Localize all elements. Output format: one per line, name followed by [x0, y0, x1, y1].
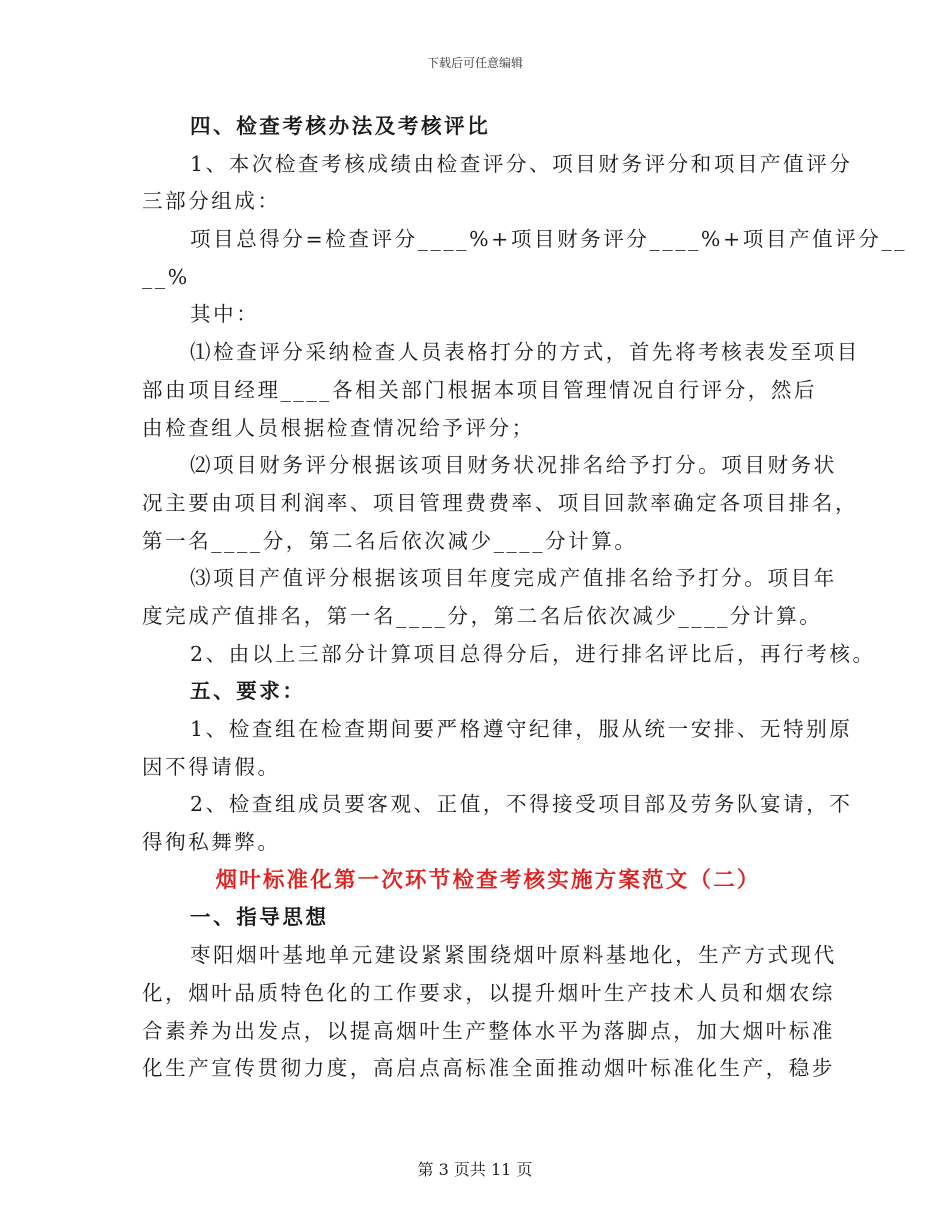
sub-item-3-line-2: 度完成产值排名，第一名____分，第二名后依次减少____分计算。 — [142, 603, 823, 628]
section-5-heading: 五、要求： — [190, 679, 306, 704]
section-5-item-2-line-1: 2、检查组成员要客观、正值，不得接受项目部及劳务队宴请，不 — [190, 792, 853, 817]
sub-item-2-line-3: 第一名____分，第二名后依次减少____分计算。 — [142, 528, 638, 553]
page-footer-number: 第 3 页共 11 页 — [417, 1160, 533, 1179]
section-5-item-1-line-2: 因不得请假。 — [142, 754, 281, 779]
section-5-item-2-line-2: 得徇私舞弊。 — [142, 830, 281, 855]
sub-item-1-line-2: 部由项目经理____各相关部门根据本项目管理情况自行评分，然后 — [142, 377, 818, 402]
score-formula-line-2: __% — [142, 264, 190, 289]
section-4-heading: 四、检查考核办法及考核评比 — [190, 114, 491, 138]
page-header-note: 下载后可任意编辑 — [426, 56, 523, 70]
section-4-item-2: 2、由以上三部分计算项目总得分后，进行排名评比后，再行考核。 — [190, 641, 876, 666]
document-2-title: 烟叶标准化第一次环节检查考核实施方案范文（二） — [215, 867, 761, 893]
document-body — [142, 108, 908, 1088]
among-label: 其中： — [190, 302, 260, 327]
sub-item-1-line-1: ⑴检查评分采纳检查人员表格打分的方式，首先将考核表发至项目 — [190, 340, 860, 365]
guiding-thought-heading: 一、指导思想 — [190, 905, 329, 930]
guiding-para-line-4: 化生产宣传贯彻力度，高启点高标准全面推动烟叶标准化生产，稳步 — [142, 1056, 835, 1081]
sub-item-1-line-3: 由检查组人员根据检查情况给予评分； — [142, 415, 535, 440]
score-formula-line-1: 项目总得分=检查评分____%+项目财务评分____%+项目产值评分__ — [190, 227, 908, 252]
sub-item-2-line-2: 况主要由项目利润率、项目管理费费率、项目回款率确定各项目排名， — [142, 490, 859, 515]
sub-item-2-line-1: ⑵项目财务评分根据该项目财务状况排名给予打分。项目财务状 — [190, 453, 837, 478]
sub-item-3-line-1: ⑶项目产值评分根据该项目年度完成产值排名给予打分。项目年 — [190, 566, 837, 591]
section-4-item-1-line-2: 三部分组成： — [142, 189, 281, 214]
section-5-item-1-line-1: 1、检查组在检查期间要严格遵守纪律，服从统一安排、无特别原 — [190, 717, 853, 741]
guiding-para-line-2: 化，烟叶品质特色化的工作要求，以提升烟叶生产技术人员和烟农综 — [142, 980, 835, 1005]
section-4-item-1-line-1: 1、本次检查考核成绩由检查评分、项目财务评分和项目产值评分 — [190, 151, 853, 176]
guiding-para-line-3: 合素养为出发点，以提高烟叶生产整体水平为落脚点，加大烟叶标准 — [142, 1018, 835, 1043]
guiding-para-line-1: 枣阳烟叶基地单元建设紧紧围绕烟叶原料基地化，生产方式现代 — [190, 943, 837, 968]
